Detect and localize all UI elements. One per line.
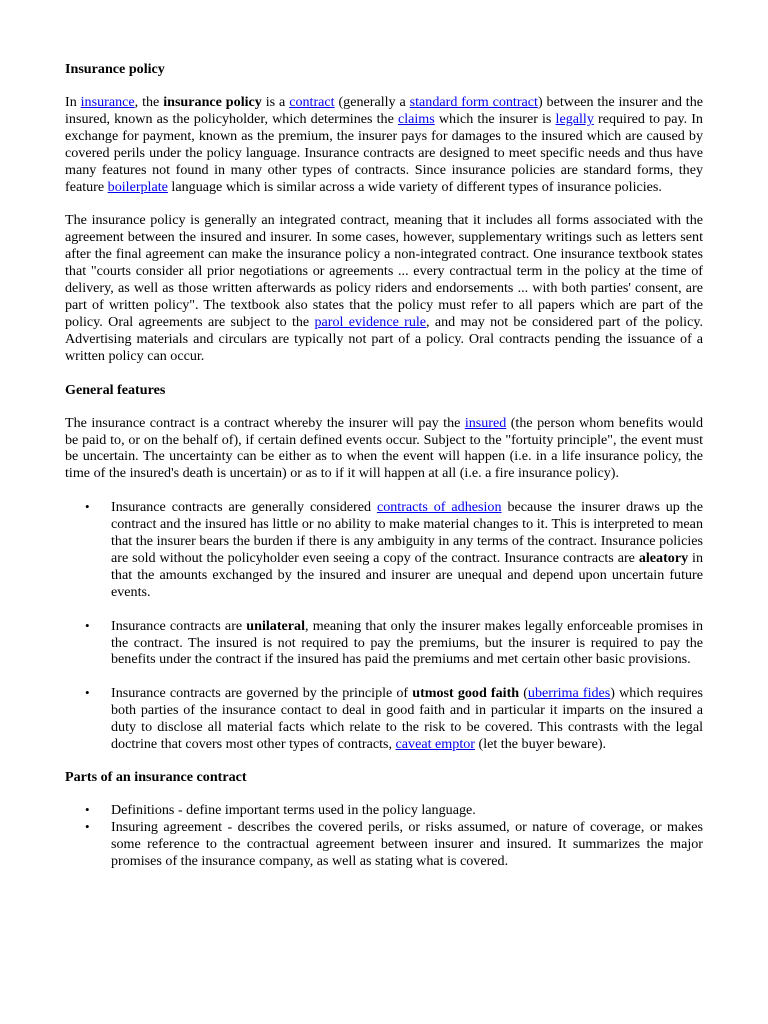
link-insurance[interactable]: insurance xyxy=(80,94,135,110)
list-item xyxy=(65,685,703,753)
integrated-contract-paragraph xyxy=(65,212,703,364)
text: Insurance contracts are xyxy=(111,617,247,634)
list-item: • Definitions - define important terms used in the policy language. xyxy=(65,802,703,819)
link-caveat-emptor[interactable]: caveat emptor xyxy=(395,736,475,753)
text: In xyxy=(65,94,81,110)
list-spacer xyxy=(65,668,703,685)
text: ( xyxy=(519,685,528,702)
text: Insurance contracts are generally considered xyxy=(111,499,377,516)
link-contracts-of-adhesion[interactable]: contracts of adhesion xyxy=(376,499,502,516)
bold-unilateral: unilateral xyxy=(246,617,306,634)
text: because the insurer draws up the contract and the insured has little or no ability to make material changes to it. This is interpreted to mean that the insurer bears the burden if there is any ambiguity in any terms of the contract. Insurance policies are sold without the policyholder even seeing a copy of the contract. Insurance contracts are xyxy=(111,499,703,566)
features-list xyxy=(65,499,703,753)
text: , the xyxy=(134,94,164,110)
general-features-paragraph xyxy=(65,415,703,483)
text: The insurance policy is generally an integrated contract, meaning that it includes all forms associated with the agreement between the insured and insurer. In some cases, however, supplementary writings such as letters sent after the final agreement can make the insurance policy a non-integrated contract. One insurance textbook states that "courts consider all prior negotiations or agreements ... every contractual term in the policy at the time of delivery, as well as those written afterwards as policy riders and endorsements ... with both parties' consent, are part of written policy". The textbook also states that the policy must refer to all papers which are part of the policy. Oral agreements are subject to the xyxy=(65,212,703,330)
bold-insurance-policy: insurance policy xyxy=(163,94,262,110)
intro-paragraph xyxy=(65,94,703,195)
parts-list xyxy=(65,802,703,870)
link-claims[interactable]: claims xyxy=(397,110,435,127)
link-boilerplate[interactable]: boilerplate xyxy=(107,178,168,195)
text: ) which requires both parties of the insurance contact to deal in good faith and in particular it imparts on the insured a duty to disclose all material facts which relate to the risk to be covered. This contrasts with the legal doctrine that covers most other types of contracts, xyxy=(111,685,704,753)
text: , and may not be considered part of the policy. Advertising materials and circulars are typically not part of a policy. Oral contracts pending the issuance of a written policy can occur. xyxy=(65,313,703,364)
list-spacer xyxy=(65,601,703,618)
text: The insurance contract is a contract whereby the insurer will pay the xyxy=(65,414,465,431)
link-standard-form-contract[interactable]: standard form contract xyxy=(409,94,538,110)
heading-general-features: General features xyxy=(65,381,166,398)
list-item xyxy=(65,618,703,669)
text: required to pay. In exchange for payment, known as the premium, the insurer pays for damages to the insured which are caused by covered perils under the policy language. Insurance contracts are designed to meet specific needs and thus have many features not found in many other types of contracts. Since insurance policies are standard forms, they feature xyxy=(65,110,703,195)
list-item xyxy=(65,499,703,600)
text: (generally a xyxy=(334,94,410,110)
text: in that the amounts exchanged by the insured and insurer are unequal and depend upon uncertain future events. xyxy=(111,549,703,600)
bold-utmost-good-faith: utmost good faith xyxy=(412,685,520,702)
link-parol-evidence-rule[interactable]: parol evidence rule xyxy=(314,313,427,330)
text: ) between the insurer and the insured, known as the policyholder, which determines the xyxy=(65,94,704,127)
link-uberrima-fides[interactable]: uberrima fides xyxy=(527,685,611,702)
bold-aleatory: aleatory xyxy=(638,549,689,566)
heading-parts-of-contract: Parts of an insurance contract xyxy=(65,769,247,785)
text: (the person whom benefits would be paid to, or on the behalf of), if certain defined events occur. Subject to the "fortuity principle", the event must be uncertain. The uncertainty can be either as to when the event will happen (i.e. in a life insurance policy, the time of the insured's death is uncertain) or as to if it will happen at all (i.e. a fire insurance policy). xyxy=(65,414,704,482)
text: Insurance contracts are governed by the principle of xyxy=(111,685,413,702)
heading-insurance-policy: Insurance policy xyxy=(65,61,165,77)
text: , meaning that only the insurer makes legally enforceable promises in the contract. The insured is not required to pay the premiums, but the insurer is required to pay the benefits under the contract if the insured has paid the premiums and met certain other basic provisions. xyxy=(111,617,703,668)
link-contract[interactable]: contract xyxy=(289,94,335,110)
text: which the insurer is xyxy=(434,110,556,127)
link-insured[interactable]: insured xyxy=(464,414,507,431)
list-item: • Insuring agreement - describes the covered perils, or risks assumed, or nature of coverage, or makes some reference to the contractual agreement between insurer and insured. It summarizes the major promises of the insurance company, as well as stating what is covered. xyxy=(65,819,703,870)
link-legally[interactable]: legally xyxy=(555,110,594,127)
text: is a xyxy=(261,94,290,110)
text: language which is similar across a wide variety of different types of insurance policies. xyxy=(167,178,662,195)
text: (let the buyer beware). xyxy=(474,736,607,753)
